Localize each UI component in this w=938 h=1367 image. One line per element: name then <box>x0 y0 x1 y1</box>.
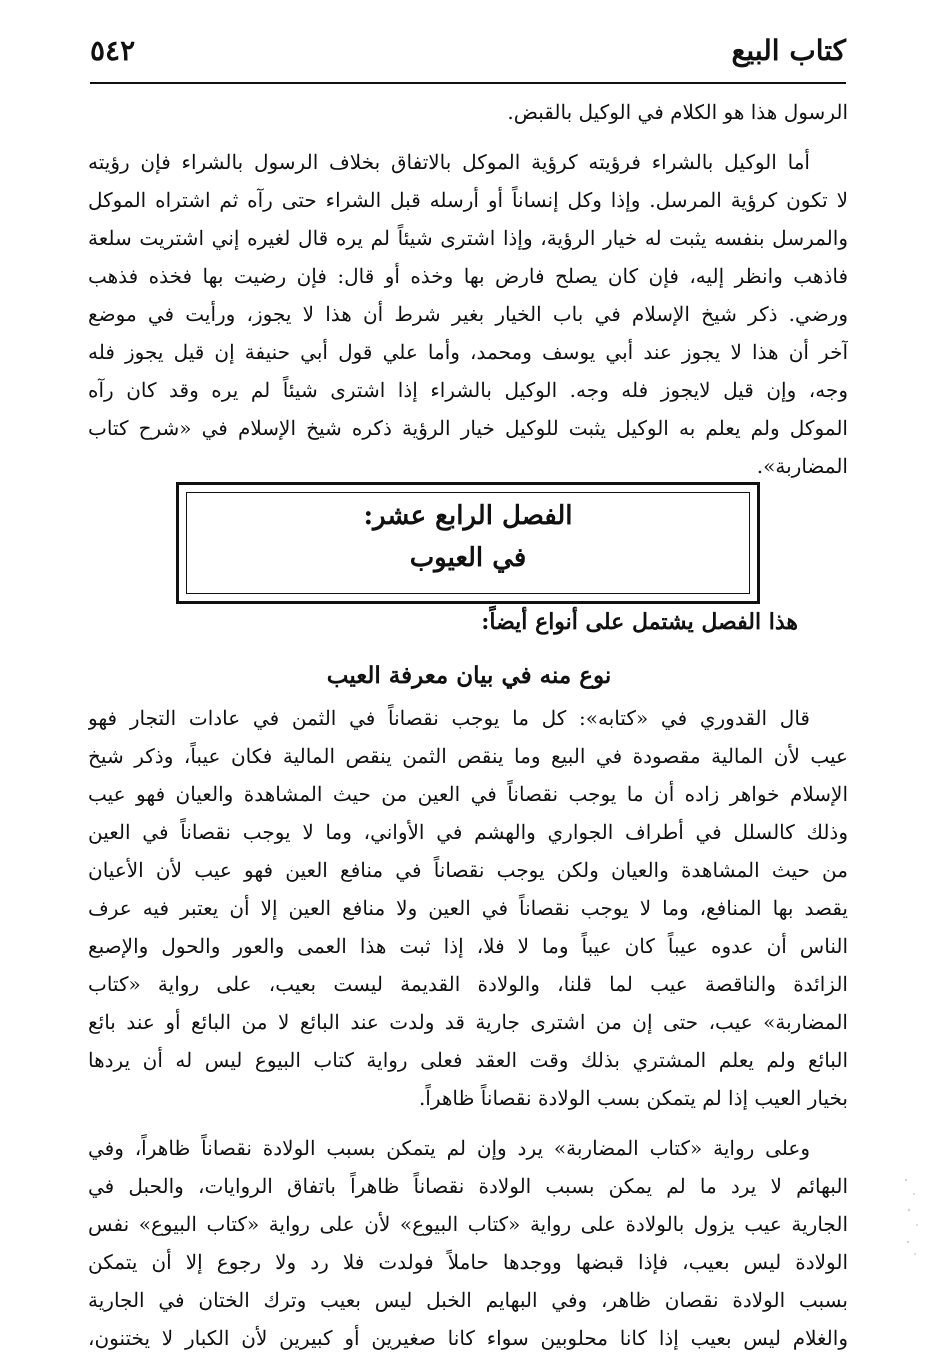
text-line: أما الوكيل بالشراء فرؤيته كرؤية الموكل بالاتفاق بخلاف الرسول بالشراء فإن رؤيته <box>88 150 810 174</box>
text-line: لا تكون كرؤية المرسل. وإذا وكل إنساناً أو أرسله قبل الشراء حتى رآه ثم اشتراه الموكل <box>88 188 848 212</box>
chapter-title-box <box>176 482 760 604</box>
running-title: كتاب البيع <box>731 34 846 67</box>
text-line: الولادة ليس بعيب، فإذا قبضها ووجدها حاملاً فولدت فلا رد ولا رجوع إلا أن يتمكن <box>88 1250 848 1274</box>
text-line: والغلام ليس بعيب إذا كانا محلوبين سواء كانا صغيرين أو كبيرين لأن الكبار لا يختنون، <box>88 1326 848 1350</box>
text-line: عيب لأن المالية مقصودة في البيع وما ينقص الثمن ينقص المالية فكان عيباً، وذكر شيخ <box>88 744 848 768</box>
text-line: وعلى رواية «كتاب المضاربة» يرد وإن لم يتمكن بسبب الولادة نقصاناً ظاهراً، وفي <box>88 1136 810 1160</box>
page-number: ٥٤٢ <box>90 34 136 67</box>
chapter-title-frame <box>186 492 750 594</box>
text-line: من حيث المشاهدة والعيان ولكن يوجب نقصاناً في منافع العين فهو عيب لأن الأعيان <box>88 858 848 882</box>
text-line: وذلك كالسلل في أطراف الجواري والهشم في الأواني، وما لا يوجب نقصاناً في العين <box>88 820 848 844</box>
text-line: الجارية عيب يزول بالولادة على رواية «كتاب البيوع» لأن على رواية «كتاب البيوع» نفس <box>88 1212 848 1236</box>
text-line: البائع ولم يعلم المشتري بذلك وقت العقد فعلى رواية كتاب البيوع ليس له أن يردها <box>88 1048 848 1072</box>
section-intro: هذا الفصل يشتمل على أنواع أيضاً: <box>481 609 798 635</box>
text-line: الزائدة والناقصة عيب لما قلنا، والولادة القديمة ليست بعيب، على رواية «كتاب <box>88 972 848 996</box>
text-line: يقصد بها المنافع، وما لا يوجب نقصاناً في العين ولا منافع العين إلا أن يعتبر فيه عرف <box>88 896 848 920</box>
text-line: الرسول هذا هو الكلام في الوكيل بالقبض. <box>507 100 848 124</box>
text-line: قال القدوري في «كتابه»: كل ما يوجب نقصاناً في الثمن في عادات التجار فهو <box>88 706 810 730</box>
header-rule <box>90 82 846 84</box>
text-line: البهائم لا يرد ما لم يمكن بسبب الولادة نقصاناً ظاهراً باتفاق الروايات، والحبل في <box>88 1174 848 1198</box>
text-line: بخيار العيب إذا لم يتمكن بسب الولادة نقصاناً ظاهراً. <box>418 1086 848 1110</box>
text-line: الموكل ولم يعلم به الوكيل يثبت للوكيل خيار الرؤية ذكره شيخ الإسلام في «شرح كتاب <box>88 416 848 440</box>
page-header <box>90 30 846 80</box>
chapter-title-line-1: الفصل الرابع عشر: <box>363 501 573 531</box>
text-line: ورضي. ذكر شيخ الإسلام في باب الخيار بغير شرط أن هذا لا يجوز، ورأيت في موضع <box>88 302 848 326</box>
text-line: بسبب الولادة نقصان ظاهر، وفي البهايم الخبل ليس بعيب وترك الختان في الجارية <box>88 1288 848 1312</box>
scan-smudge <box>900 1170 924 1260</box>
text-line: فاذهب وانظر إليه، فإن كان يصلح فارض بها وخذه أو قال: فإن رضيت بها فخذه فذهب <box>88 264 848 288</box>
section-heading: نوع منه في بيان معرفة العيب <box>326 662 612 689</box>
chapter-title-line-2: في العيوب <box>409 543 527 573</box>
text-line: المضاربة». <box>756 454 848 478</box>
text-line: آخر أن هذا لا يجوز عند أبي يوسف ومحمد، وأما علي قول أبي حنيفة إن قيل يجوز فله <box>88 340 848 364</box>
text-line: الإسلام خواهر زاده أن ما يوجب نقصاناً في العين من حيث المشاهدة والعيان فهو عيب <box>88 782 848 806</box>
text-line: وجه، وإن قيل لايجوز فله وجه. الوكيل بالشراء إذا اشترى شيئاً لم يره وقد كان رآه <box>88 378 848 402</box>
text-line: والمرسل بنفسه يثبت له خيار الرؤية، وإذا اشترى شيئاً لم يره قال لغيره إني اشتريت سلعة <box>88 226 848 250</box>
text-line: الناس أن عدوه عيباً كان عيباً وما لا فلا، إذا ثبت هذا العمى والعور والحول والإصبع <box>88 934 848 958</box>
text-line: المضاربة» عيب، حتى إن من اشترى جارية قد ولدت عند البائع لا من البائع أو عند بائع <box>88 1010 848 1034</box>
